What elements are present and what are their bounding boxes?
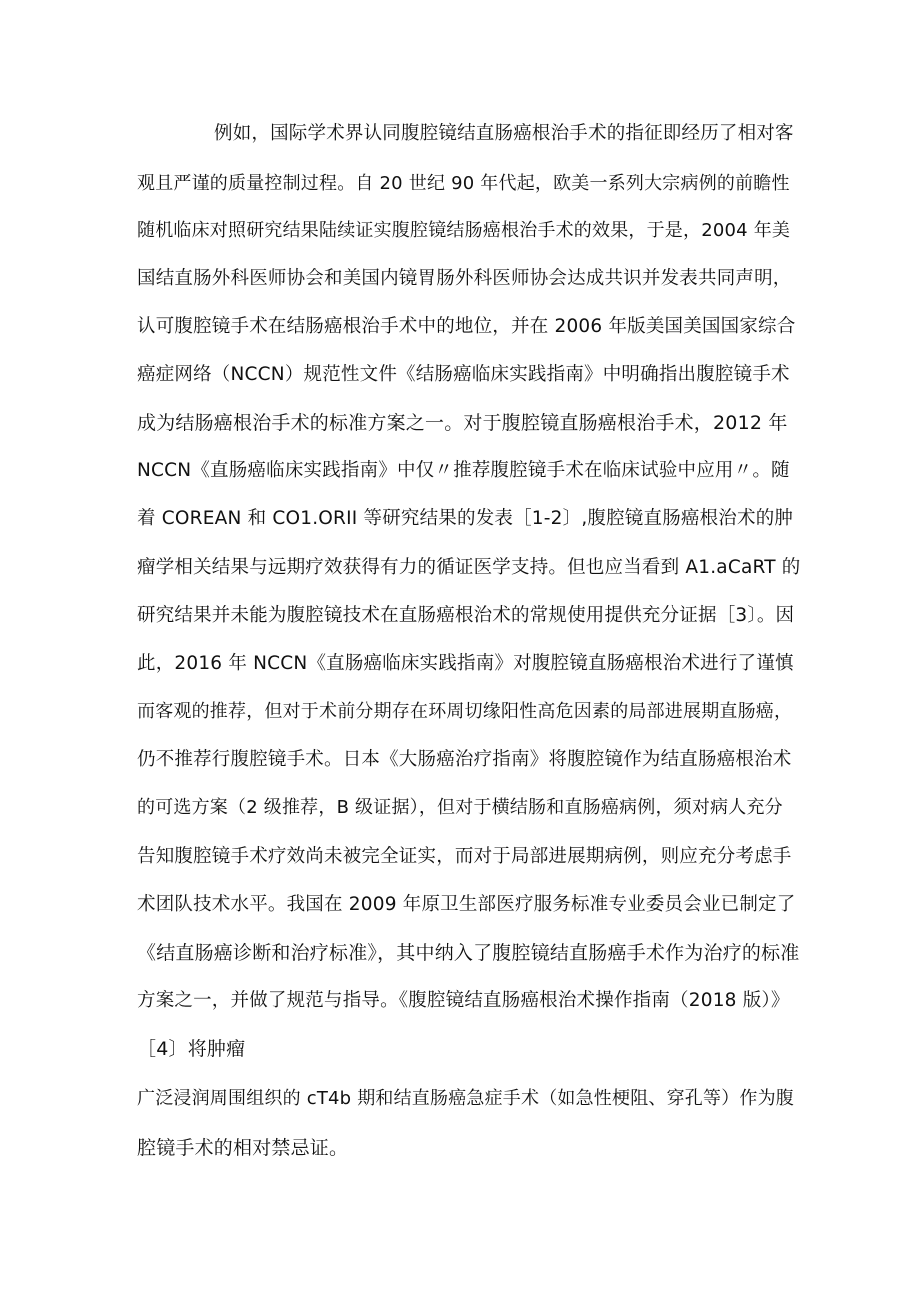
text-line: 仍不推荐行腹腔镜手术。日本《大肠癌治疗指南》将腹腔镜作为结直肠癌根治术 bbox=[137, 749, 792, 770]
text-line: 术团队技术水平。我国在 2009 年原卫生部医疗服务标准专业委员会业已制定了 bbox=[137, 894, 796, 915]
text-line: 国结直肠外科医师协会和美国内镜胃肠外科医师协会达成共识并发表共同声明， bbox=[137, 268, 792, 289]
text-line: 的可选方案（2 级推荐，B 级证据），但对于横结肠和直肠癌病例，须对病人充分 bbox=[137, 797, 783, 818]
text-line: 广泛浸润周围组织的 cT4b 期和结直肠癌急症手术（如急性梗阻、穿孔等）作为腹 bbox=[137, 1088, 795, 1109]
text-line: 研究结果并未能为腹腔镜技术在直肠癌根治术的常规使用提供充分证据［3〕。因 bbox=[137, 605, 795, 626]
text-line: ［4〕将肿瘤 bbox=[137, 1038, 246, 1060]
text-line: 告知腹腔镜手术疗效尚未被完全证实，而对于局部进展期病例，则应充分考虑手 bbox=[137, 846, 792, 867]
text-line: 瘤学相关结果与远期疗效获得有力的循证医学支持。但也应当看到 A1.aCaRT 的 bbox=[137, 557, 801, 578]
text-line: 成为结肠癌根治手术的标准方案之一。对于腹腔镜直肠癌根治手术，2012 年 bbox=[137, 412, 788, 434]
text-line: NCCN《直肠癌临床实践指南》中仅〃推荐腹腔镜手术在临床试验中应用〃。随 bbox=[137, 460, 790, 481]
text-line: 认可腹腔镜手术在结肠癌根治手术中的地位，并在 2006 年版美国美国国家综合 bbox=[137, 316, 796, 337]
text-line: 癌症网络（NCCN）规范性文件《结肠癌临床实践指南》中明确指出腹腔镜手术 bbox=[137, 364, 790, 385]
text-line: 着 COREAN 和 CO1.ORII 等研究结果的发表［1-2〕,腹腔镜直肠癌根治术的肿 bbox=[137, 508, 794, 529]
text-line: 随机临床对照研究结果陆续证实腹腔镜结肠癌根治手术的效果，于是，2004 年美 bbox=[137, 220, 791, 241]
text-line: 腔镜手术的相对禁忌证。 bbox=[137, 1137, 349, 1159]
text-line: 《结直肠癌诊断和治疗标准》，其中纳入了腹腔镜结直肠癌手术作为治疗的标准 bbox=[137, 942, 800, 964]
text-line: 观且严谨的质量控制过程。自 20 世纪 90 年代起，欧美一系列大宗病例的前瞻性 bbox=[137, 173, 790, 194]
text-line: 例如，国际学术界认同腹腔镜结直肠癌根治手术的指征即经历了相对客 bbox=[214, 123, 794, 144]
text-line: 方案之一，并做了规范与指导。《腹腔镜结直肠癌根治术操作指南（2018 版）》 bbox=[137, 990, 790, 1011]
text-line: 而客观的推荐，但对于术前分期存在环周切缘阳性高危因素的局部进展期直肠癌， bbox=[137, 701, 793, 722]
text-line: 此，2016 年 NCCN《直肠癌临床实践指南》对腹腔镜直肠癌根治术进行了谨慎 bbox=[137, 653, 794, 674]
